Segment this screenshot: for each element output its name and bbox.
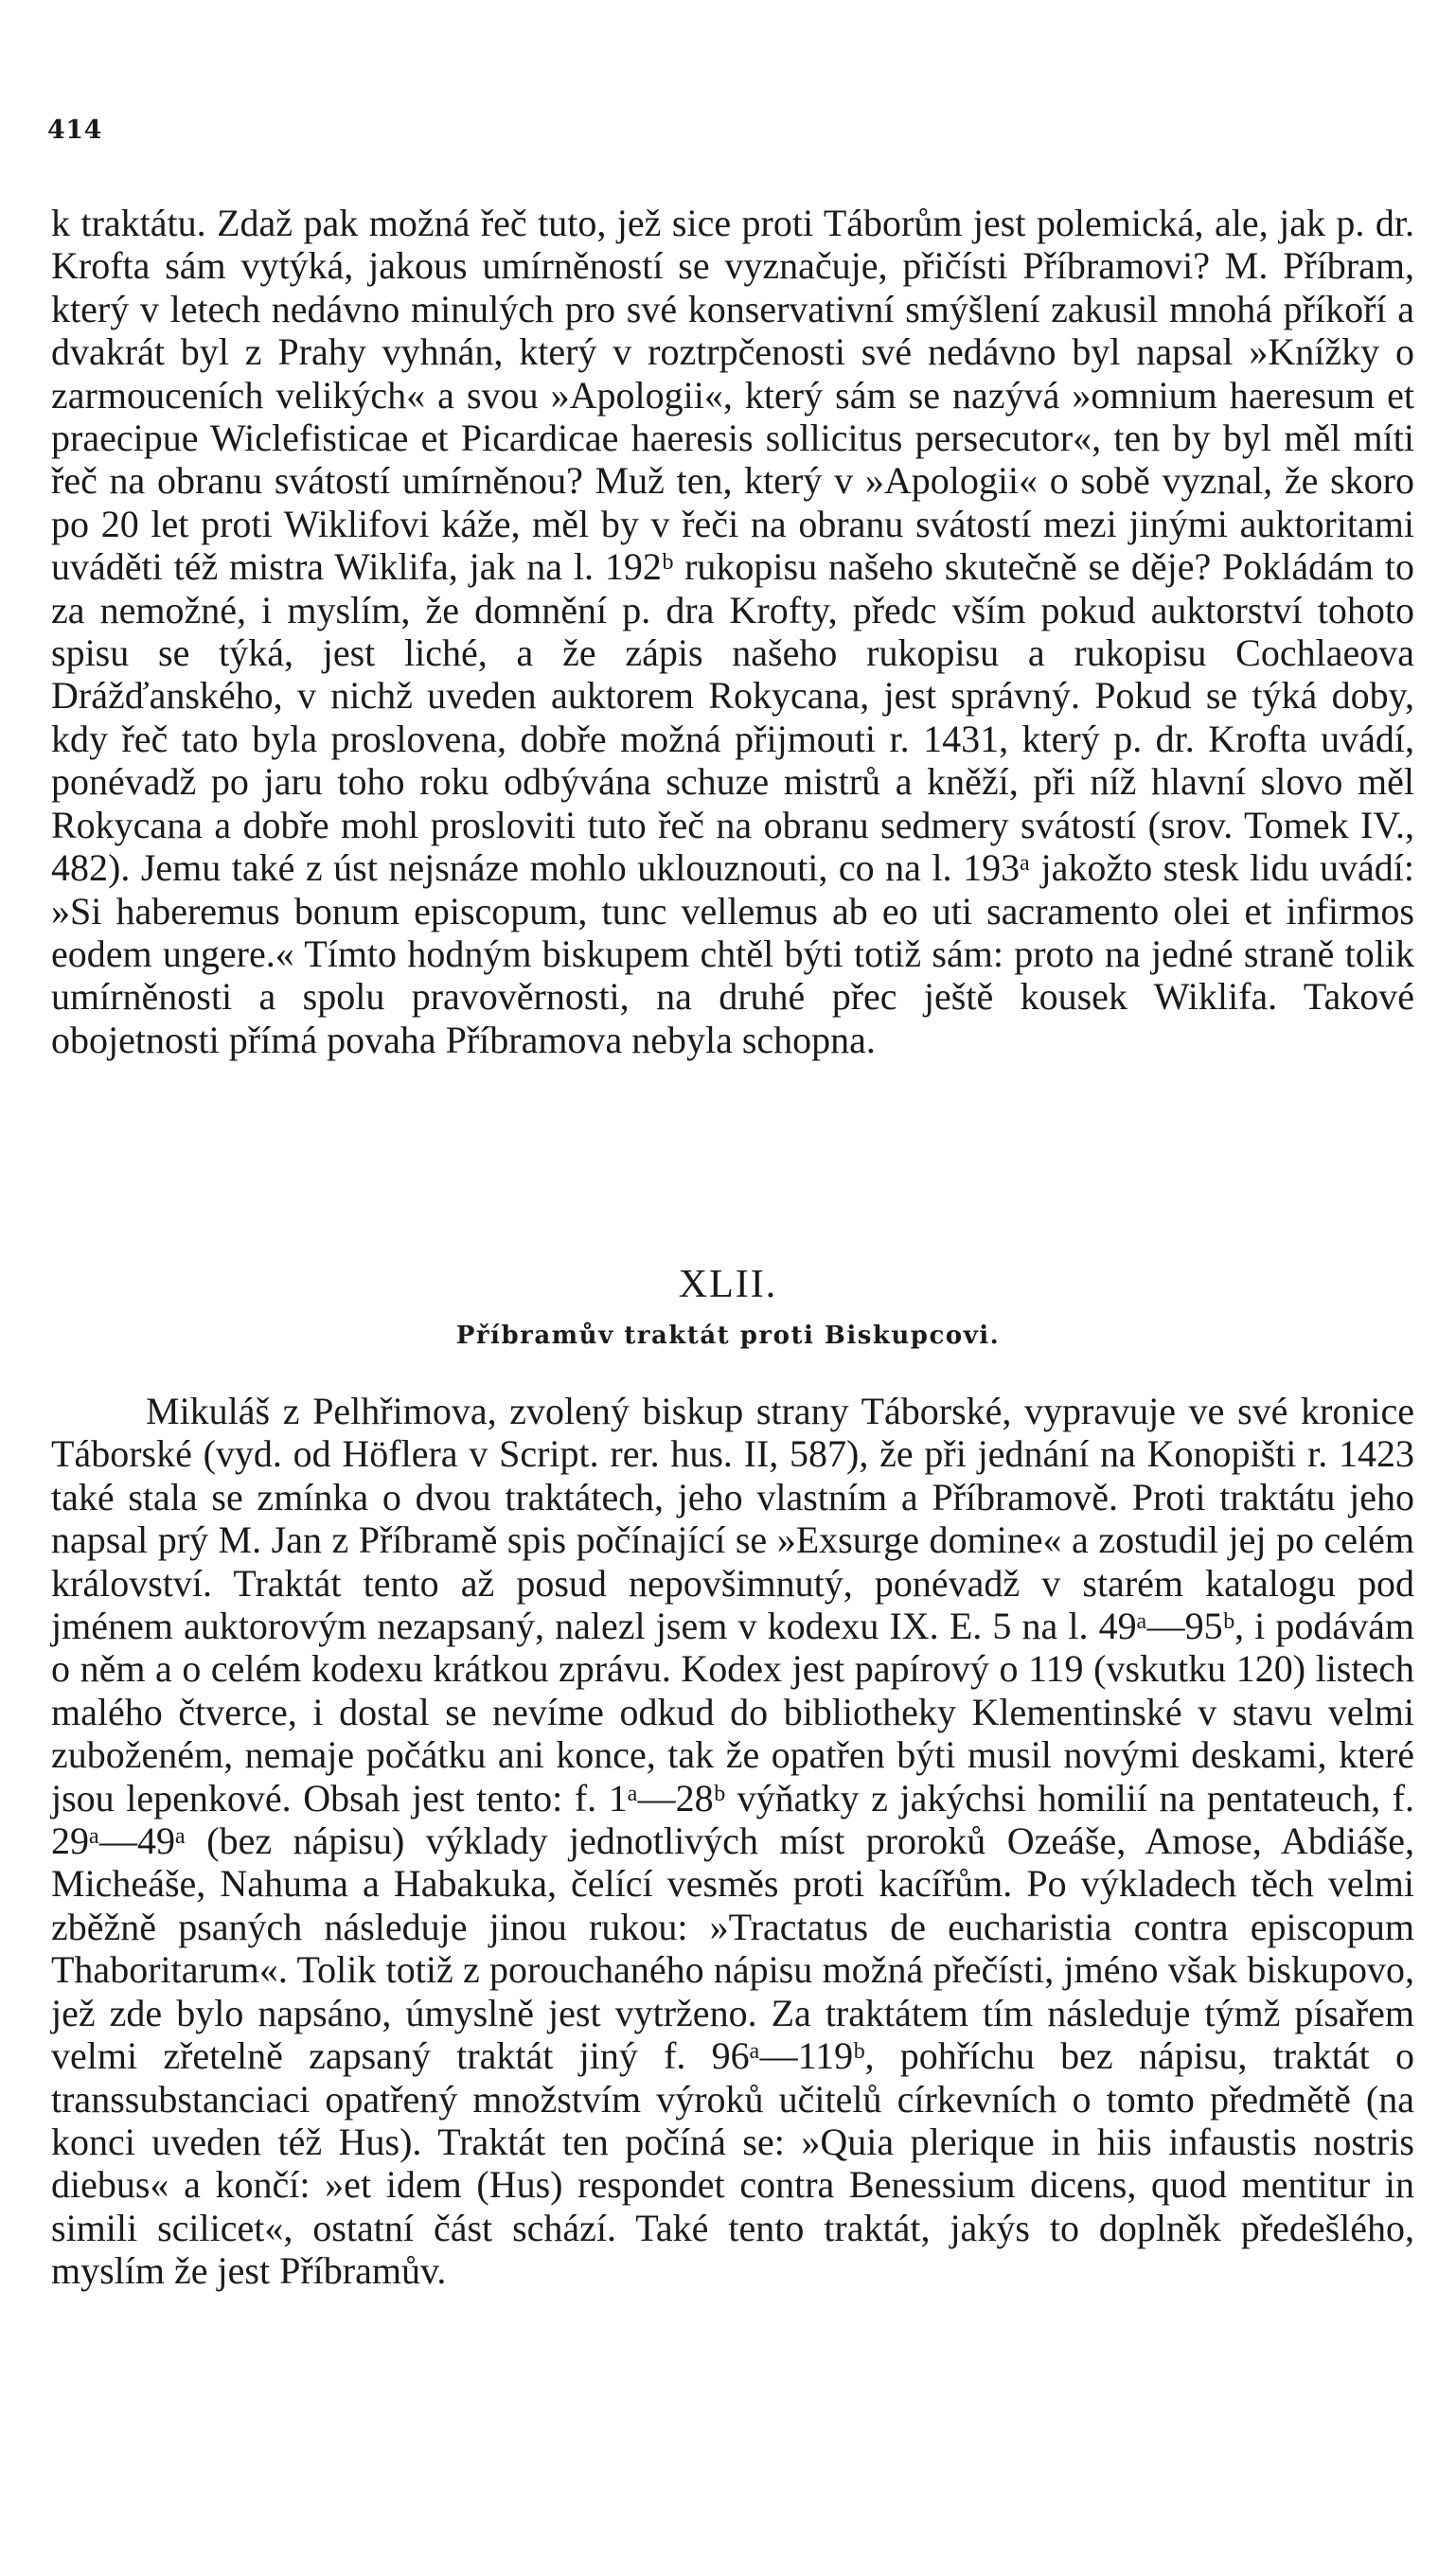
paragraph-text: Mikuláš z Pelhřimova, zvolený biskup strany Táborské, vypravuje ve své kronice Táborské (vyd. od Höflera v Script. rer. hus. II, 587), že při jednání na Konopišti r. 1423 také stala se zmínka o dvou traktátech, jeho vlastním a Příbramově. Proti traktátu jeho napsal prý M. Jan z Příbramě spis počínající se »Exsurge domine« a zostudil jej po celém království. Traktát tento až posud nepovšimnutý, ponévadž v starém katalogu pod jménem auktorovým nezapsaný, nalezl jsem v kodexu IX. E. 5 na l. 49ᵃ—95ᵇ, i podávám o něm a o celém kodexu krátkou zprávu. Kodex jest papírový o 119 (vskutku 120) listech malého čtverce, i dostal se nevíme odkud do bibliotheky Klementinské v stavu velmi zuboženém, nemaje počátku ani konce, tak že opatřen býti musil novými deskami, které jsou lepenkové. Obsah jest tento: f. 1ᵃ—28ᵇ výňatky z jakýchsi homilií na pentateuch, f. 29ᵃ—49ᵃ (bez nápisu) výklady jednotlivých míst proroků Ozeáše, Amose, Abdiáše, Micheáše, Nahuma a Habakuka, čelící vesměs proti kacířům. Po výkladech těch velmi zběžně psaných následuje jinou rukou: »Tractatus de eucharistia contra episcopum Thaboritarum«. Tolik totiž z porouchaného nápisu možná přečísti, jméno však biskupovo, jež zde bylo napsáno, úmyslně jest vytrženo. Za traktátem tím následuje týmž písařem velmi zřetelně zapsaný traktát jiný f. 96ᵃ—119ᵇ, pohříchu bez nápisu, traktát o transsubstanciaci opatřený množstvím výroků učitelů církevních o tomto předmětě (na konci uveden též Hus). Traktát ten počíná se: »Quia plerique in hiis infaustis nostris diebus« a končí: »et idem (Hus) respondet contra Benessium dicens, quod mentitur in simili scilicet«, ostatní část schází. Také tento traktát, jakýs to doplněk předešlého, myslím že jest Příbramův. [51,1390,1414,2293]
chapter-title: Příbramův traktát proti Biskupcovi. [455,1322,1001,1350]
chapter-number: XLII. [678,1263,778,1306]
paragraph-text: k traktátu. Zdaž pak možná řeč tuto, jež sice proti Táborům jest polemická, ale, jak p. dr. Krofta sám vytýká, jakous umírněností se vyznačuje, přičísti Příbramovi? M. Příbram, který v letech nedávno minulých pro své konservativní smýšlení zakusil mnohá příkoří a dvakrát byl z Prahy vyhnán, který v roztrpčenosti své nedávno byl napsal »Knížky o zarmouceních velikých« a svou »Apologii«, který sám se nazývá »omnium haeresum et praecipue Wiclefisticae et Picardicae haeresis sollicitus persecutor«, ten by byl měl míti řeč na obranu svátostí umírněnou? Muž ten, který v »Apologii« o sobě vyznal, že skoro po 20 let proti Wiklifovi káže, měl by v řeči na obranu svátostí mezi jinými auktoritami uváděti též mistra Wiklifa, jak na l. 192ᵇ rukopisu našeho skutečně se děje? Pokládám to za nemožné, i myslím, že domnění p. dra Krofty, předc vším pokud auktorství tohoto spisu se týká, jest liché, a že zápis našeho rukopisu a rukopisu Cochlaeova Drážďanského, v nichž uveden auktorem Rokycana, jest správný. Pokud se týká doby, kdy řeč tato byla proslovena, dobře možná přijmouti r. 1431, který p. dr. Krofta uvádí, ponévadž po jaru toho roku odbývána schuze mistrů a kněží, při níž hlavní slovo měl Rokycana a dobře mohl prosloviti tuto řeč na obranu sedmery svátostí (srov. Tomek IV., 482). Jemu také z úst nejsnáze mohlo uklouznouti, co na l. 193ᵃ jakožto stesk lidu uvádí: »Si haberemus bonum episcopum, tunc vellemus ab eo uti sacramento olei et infirmos eodem ungere.« Tímto hodným biskupem chtěl býti totiž sám: proto na jedné straně tolik umírněnosti a spolu pravověrnosti, na druhé přec ještě kousek Wiklifa. Takové obojetnosti přímá povaha Příbramova nebyla schopna. [51,202,1414,1061]
page-number: 414 [47,115,102,145]
paragraph-chapter-body [51,1390,1414,2293]
paragraph-continuation [51,202,1414,1061]
